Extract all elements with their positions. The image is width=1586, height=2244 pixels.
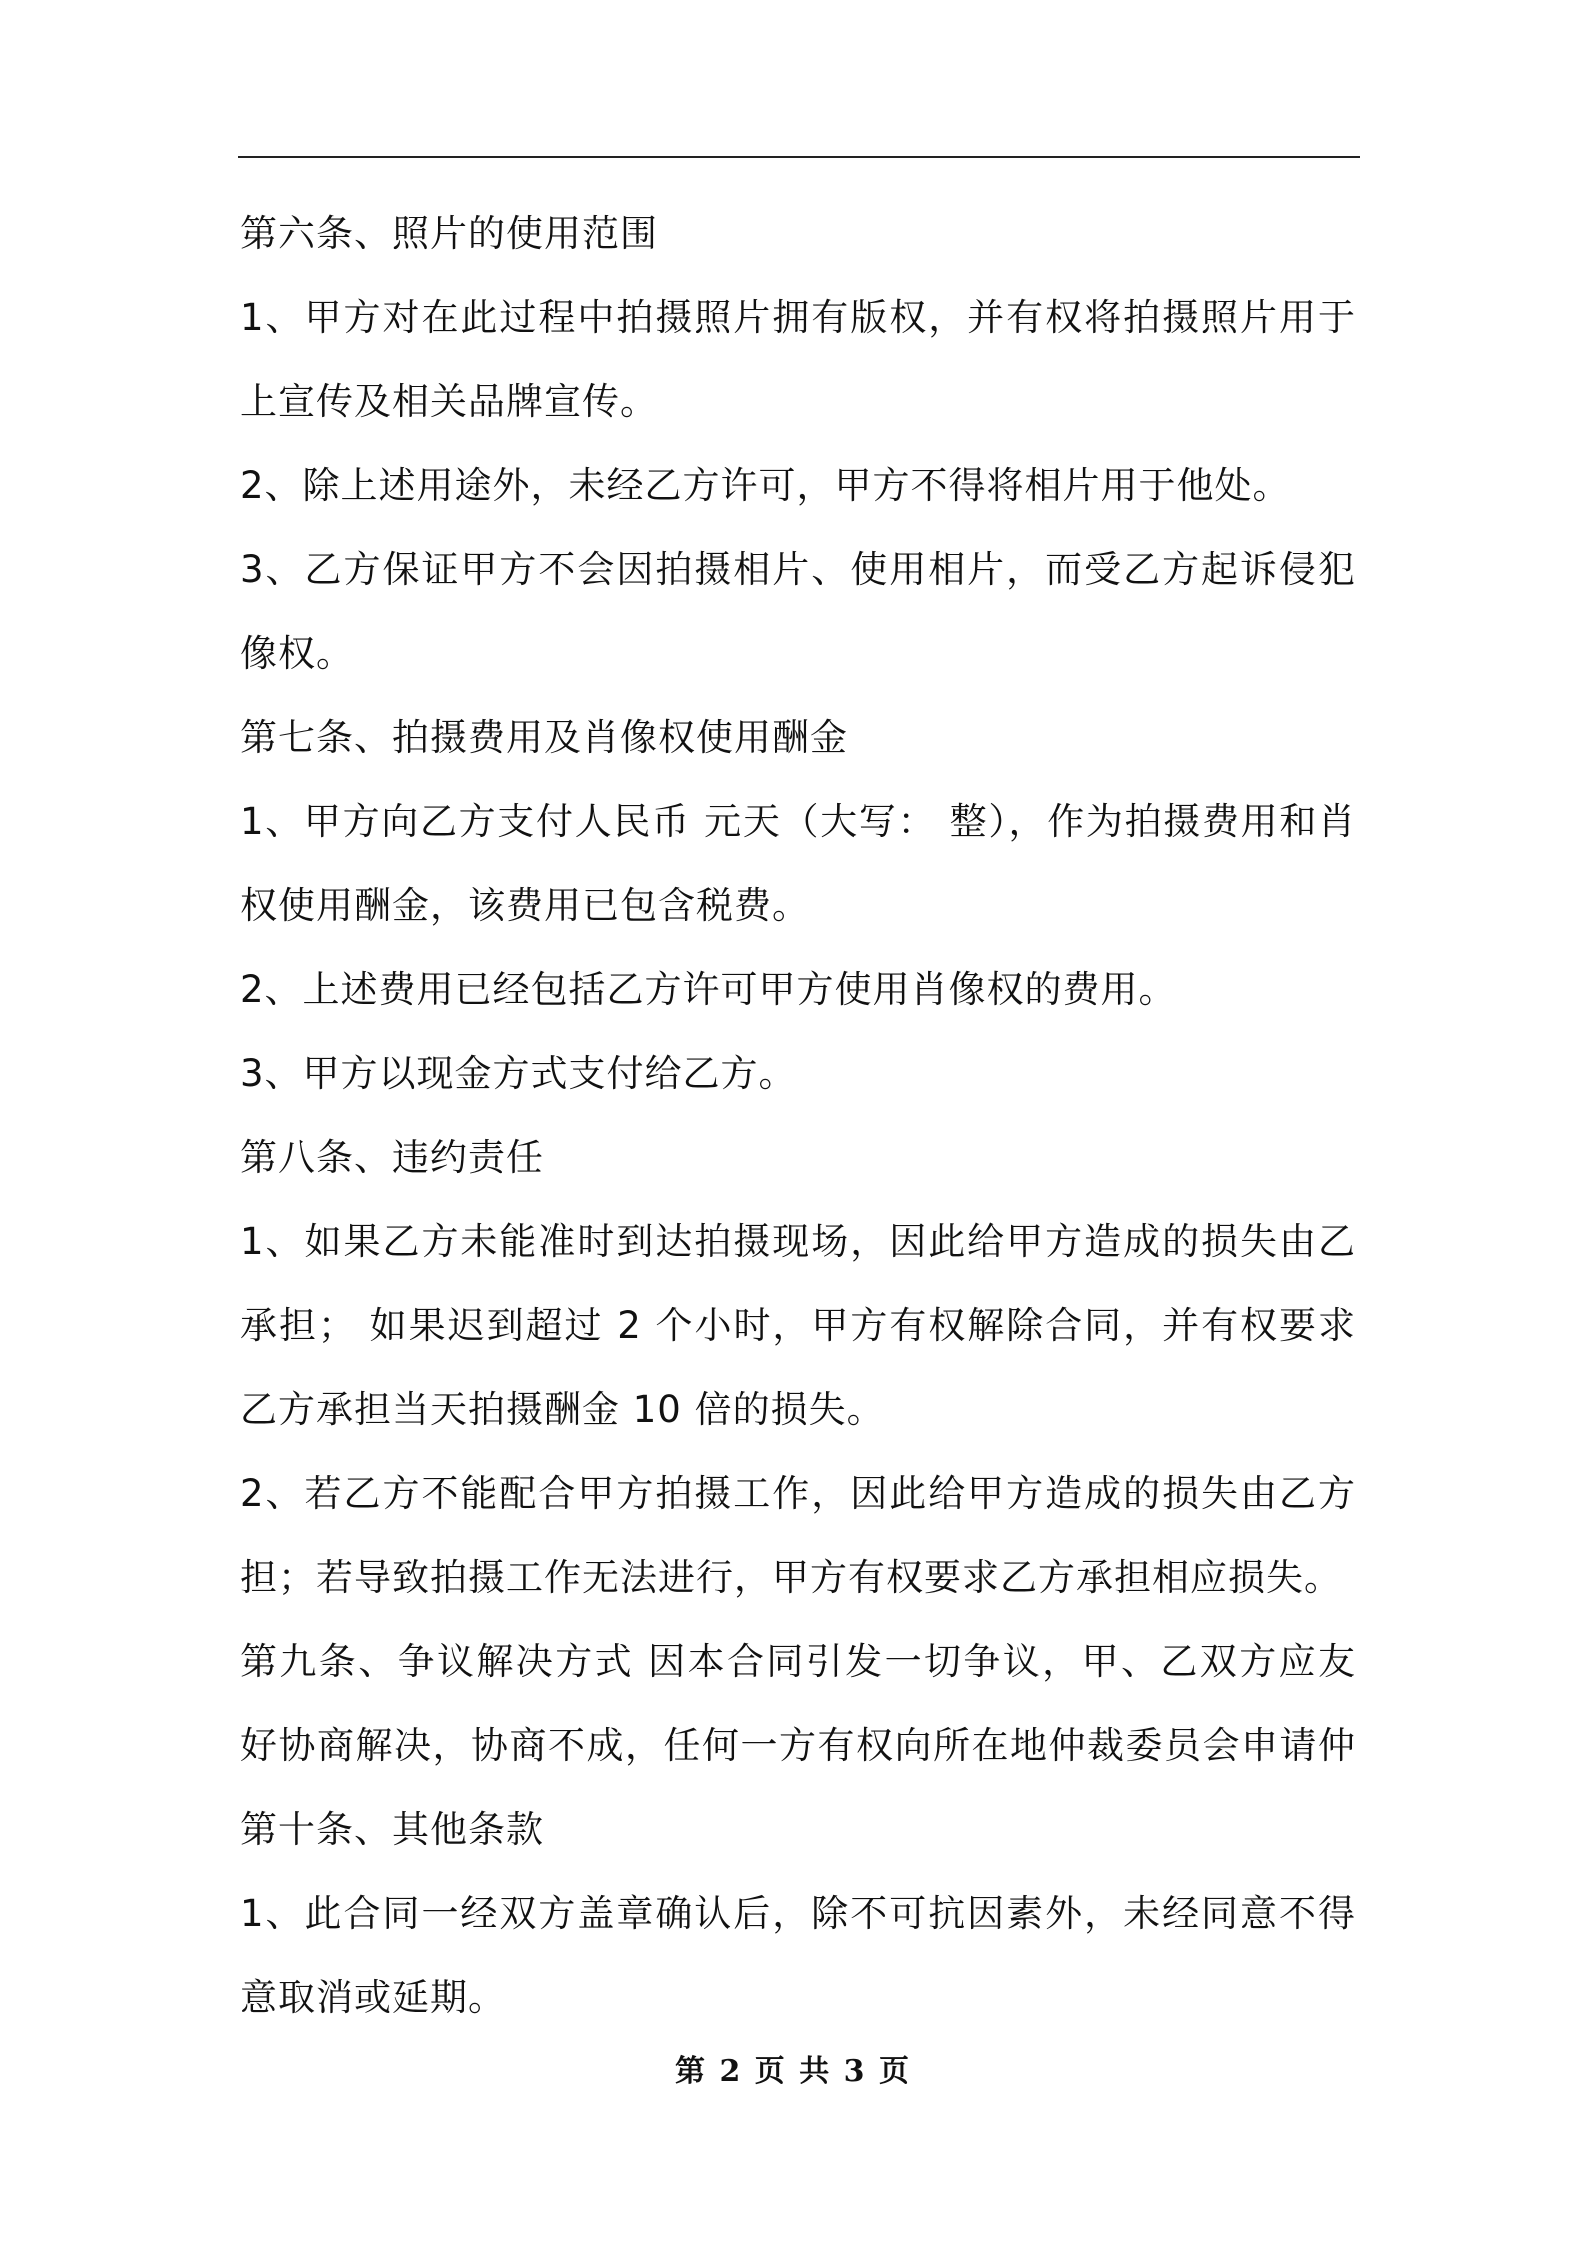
paragraph-line: 1、此合同一经双方盖章确认后，除不可抗因素外，未经同意不得: [240, 1892, 1356, 1935]
page-number: 第 2 页 共 3 页: [675, 2054, 911, 2089]
paragraph-line: 权使用酬金，该费用已包含税费。: [240, 884, 810, 927]
paragraph-line: 3、乙方保证甲方不会因拍摄相片、使用相片，而受乙方起诉侵犯: [240, 548, 1356, 591]
paragraph-line: 担；若导致拍摄工作无法进行，甲方有权要求乙方承担相应损失。: [240, 1556, 1342, 1599]
document-body: [240, 192, 1356, 2040]
paragraph-line: 1、甲方向乙方支付人民币 元天（大写： 整），作为拍摄费用和肖: [240, 800, 1356, 843]
paragraph-line: 意取消或延期。: [240, 1976, 506, 2019]
section-heading-article-10: 第十条、其他条款: [240, 1808, 544, 1851]
paragraph-line: 1、如果乙方未能准时到达拍摄现场，因此给甲方造成的损失由乙: [240, 1220, 1356, 1263]
section-heading-article-9: 第九条、争议解决方式 因本合同引发一切争议，甲、乙双方应友: [240, 1640, 1356, 1683]
paragraph-line: 像权。: [240, 632, 354, 675]
paragraph-line: 2、若乙方不能配合甲方拍摄工作，因此给甲方造成的损失由乙方: [240, 1472, 1356, 1515]
header-divider: [238, 156, 1360, 158]
paragraph-line: 3、甲方以现金方式支付给乙方。: [240, 1052, 797, 1095]
paragraph-line: 1、甲方对在此过程中拍摄照片拥有版权，并有权将拍摄照片用于: [240, 296, 1356, 339]
section-heading-article-7: 第七条、拍摄费用及肖像权使用酬金: [240, 716, 848, 759]
section-heading-article-6: 第六条、照片的使用范围: [240, 212, 658, 255]
paragraph-line: 2、上述费用已经包括乙方许可甲方使用肖像权的费用。: [240, 968, 1177, 1011]
paragraph-line: 上宣传及相关品牌宣传。: [240, 380, 658, 423]
section-heading-article-8: 第八条、违约责任: [240, 1136, 544, 1179]
paragraph-line: 2、除上述用途外，未经乙方许可，甲方不得将相片用于他处。: [240, 464, 1291, 507]
paragraph-line: 承担； 如果迟到超过 2 个小时，甲方有权解除合同，并有权要求: [240, 1304, 1356, 1347]
paragraph-line: 乙方承担当天拍摄酬金 10 倍的损失。: [240, 1388, 885, 1431]
paragraph-line: 好协商解决，协商不成，任何一方有权向所在地仲裁委员会申请仲: [240, 1724, 1356, 1767]
